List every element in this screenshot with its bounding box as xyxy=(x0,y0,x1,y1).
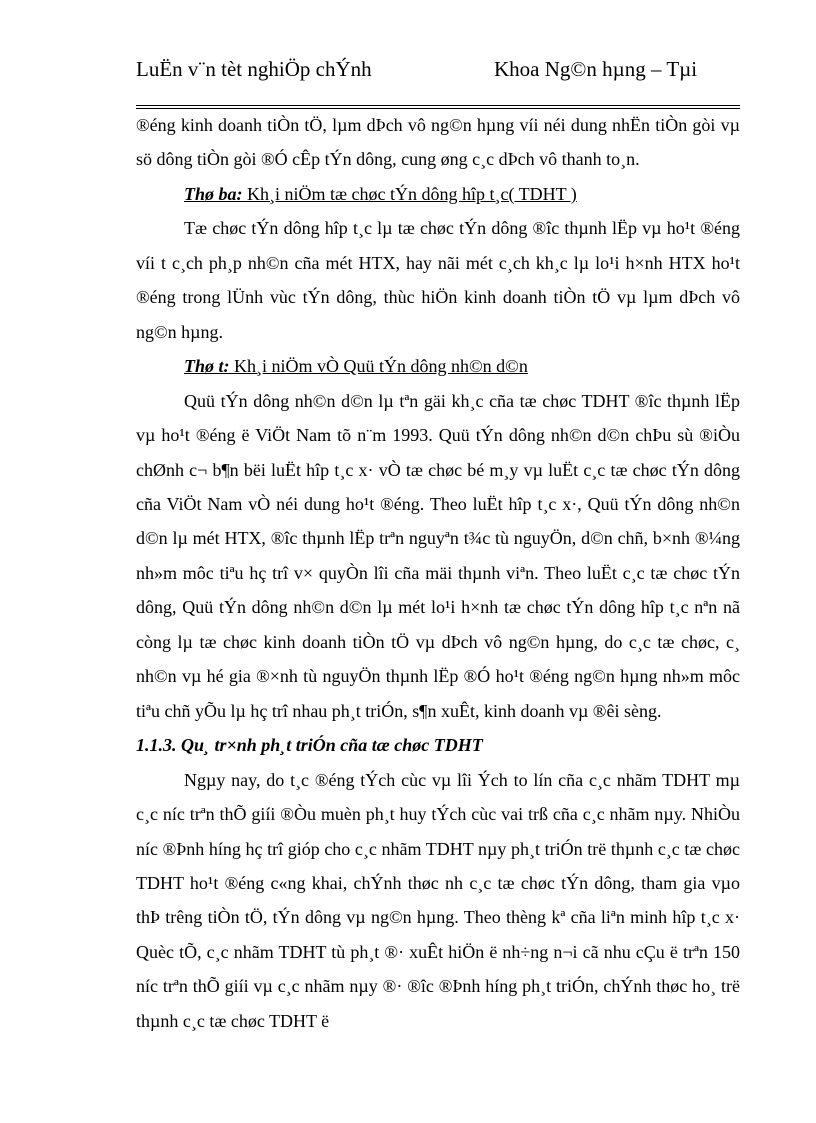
paragraph-2: Tæ chøc tÝn dông hîp t¸c lµ tæ chøc tÝn dông ®îc thµnh lËp vµ ho¹t ®éng víi t c¸ch ph¸p nh©n cña mét HTX, hay nãi mét c¸ch kh¸c lµ lo¹i h×nh HTX ho¹t ®éng trong lÜnh vùc tÝn dông, thùc hiÖn kinh doanh tiÒn tÖ vµ lµm dÞch vô ng©n hµng. xyxy=(136,218,740,342)
heading-thu-ba-text: Kh¸i niÖm tæ chøc tÝn dông hîp t¸c( TDHT ) xyxy=(242,183,577,204)
section-heading-1-1-3: 1.1.3. Qu¸ tr×nh ph¸t triÓn cña tæ chøc TDHT xyxy=(136,735,483,756)
header-rule-top xyxy=(136,105,740,106)
document-body xyxy=(136,108,740,1038)
heading-thu-ba-label: Thø ba: xyxy=(184,183,243,204)
header-faculty: Khoa Ng©n hµng – Tµi xyxy=(494,57,698,81)
heading-thu-tu-label: Thø t: xyxy=(184,356,230,377)
heading-thu-ba xyxy=(136,177,740,211)
paragraph-4: Ngµy nay, do t¸c ®éng tÝch cùc vµ lîi Ých to lín cña c¸c nhãm TDHT mµ c¸c níc trªn thÕ giíi ®Òu muèn ph¸t huy tÝch cùc vai trß cña c¸c nhãm nµy. NhiÒu níc ®Þnh híng hç trî gióp cho c¸c nhãm TDHT nµy ph¸t triÓn trë thµnh c¸c tæ chøc TDHT ho¹t ®éng c«ng khai, chÝnh thøc nh c¸c tæ chøc tÝn dông, tham gia vµo thÞ trêng tiÒn tÖ, tÝn dông vµ ng©n hµng. Theo thèng kª cña liªn minh hîp t¸c x· Quèc tÕ, c¸c nhãm TDHT tù ph¸t ®· xuÊt hiÖn ë nh÷ng n¬i cã nhu cÇu ë trªn 150 níc trªn thÕ giíi vµ c¸c nhãm nµy ®· ®îc ®Þnh híng ph¸t triÓn, chÝnh thøc ho¸ trë thµnh c¸c tæ chøc TDHT ë xyxy=(136,769,740,1031)
heading-thu-tu xyxy=(136,349,740,383)
page-header xyxy=(136,58,740,104)
header-thesis-title: LuËn v¨n tèt nghiÖp chÝnh xyxy=(136,57,372,81)
heading-thu-tu-text: Kh¸i niÖm vÒ Quü tÝn dông nh©n d©n xyxy=(229,356,528,377)
paragraph-1: ®éng kinh doanh tiÒn tÖ, lµm dÞch vô ng©n hµng víi néi dung nhËn tiÒn gòi vµ sö dông tiÒn gòi ®Ó cÊp tÝn dông, cung øng c¸c dÞch vô thanh to¸n. xyxy=(136,115,740,170)
paragraph-3: Quü tÝn dông nh©n d©n lµ tªn gäi kh¸c cña tæ chøc TDHT ®îc thµnh lËp vµ ho¹t ®éng ë ViÖt Nam tõ n¨m 1993. Quü tÝn dông nh©n d©n chÞu sù ®iÒu chØnh c¬ b¶n bëi luËt hîp t¸c x· vÒ tæ chøc bé m¸y vµ luËt c¸c tæ chøc tÝn dông cña ViÖt Nam vÒ néi dung ho¹t ®éng. Theo luËt hîp t¸c x·, Quü tÝn dông nh©n d©n lµ mét HTX, ®îc thµnh lËp trªn nguyªn t¾c tù nguyÖn, d©n chñ, b×nh ®¼ng nh»m môc tiªu hç trî v× quyÒn lîi cña mäi thµnh viªn. Theo luËt c¸c tæ chøc tÝn dông, Quü tÝn dông nh©n d©n lµ mét lo¹i h×nh tæ chøc tÝn dông hîp t¸c nªn nã còng lµ tæ chøc kinh doanh tiÒn tÖ vµ dÞch vô ng©n hµng, do c¸c tæ chøc, c¸ nh©n vµ hé gia ®×nh tù nguyÖn thµnh lËp ®Ó ho¹t ®éng ng©n hµng nh»m môc tiªu chñ yÕu lµ hç trî nhau ph¸t triÓn, s¶n xuÊt, kinh doanh vµ ®êi sèng. xyxy=(136,390,740,721)
